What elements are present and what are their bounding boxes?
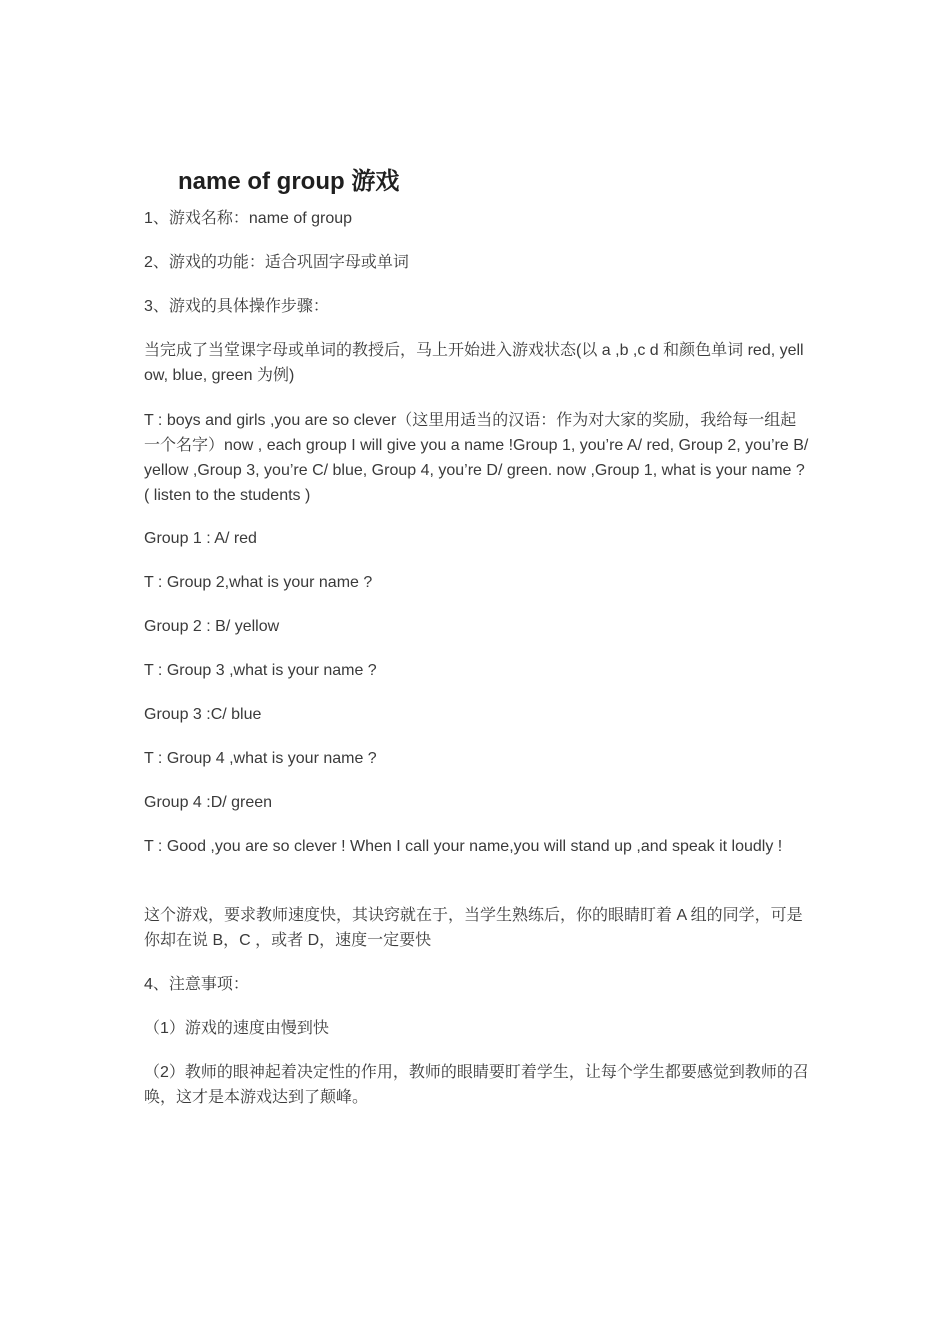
paragraph-notes-heading: 4、注意事项： bbox=[144, 976, 249, 993]
paragraph-game-name: 1、游戏名称：name of group bbox=[144, 210, 353, 227]
paragraph-game-function: 2、游戏的功能：适合巩固字母或单词 bbox=[144, 254, 409, 271]
paragraph-ask-group4: T : Group 4 ,what is your name ? bbox=[144, 750, 377, 767]
paragraph-teacher-dialogue: T : boys and girls ,you are so clever（这里用适当的汉语：作为对大家的奖励，我给每一组起一个名字）now , each group I will give you a name !Group 1, you’re A/ red, Group 2, you’re B/ yellow ,Group 3, you’re C/ blue, Group 4, you’re D/ green. now ,Group 1, what is your name ? ( listen to the students ) bbox=[144, 412, 809, 504]
paragraph-ask-group3: T : Group 3 ,what is your name ? bbox=[144, 662, 377, 679]
paragraph-intro: 当完成了当堂课字母或单词的教授后，马上开始进入游戏状态(以 a ,b ,c d 和颜色单词 red, yellow, blue, green 为例) bbox=[144, 342, 804, 384]
paragraph-game-tip: 这个游戏，要求教师速度快，其诀窍就在于，当学生熟练后，你的眼睛盯着 A 组的同学，可是你却在说 B，C ，或者 D，速度一定要快 bbox=[144, 907, 803, 949]
paragraph-note-1: （1）游戏的速度由慢到快 bbox=[144, 1020, 329, 1037]
paragraph-note-2: （2）教师的眼神起着决定性的作用，教师的眼睛要盯着学生，让每个学生都要感觉到教师的召唤，这才是本游戏达到了颠峰。 bbox=[144, 1064, 809, 1106]
paragraph-steps-heading: 3、游戏的具体操作步骤： bbox=[144, 298, 329, 315]
paragraph-group1-answer: Group 1 : A/ red bbox=[144, 530, 257, 547]
paragraph-group2-answer: Group 2 : B/ yellow bbox=[144, 618, 280, 635]
document-title: name of group 游戏 bbox=[178, 168, 400, 195]
paragraph-teacher-instruction: T : Good ,you are so clever ! When I call your name,you will stand up ,and speak it loudly ! bbox=[144, 838, 783, 855]
paragraph-ask-group2: T : Group 2,what is your name ? bbox=[144, 574, 373, 591]
paragraph-group3-answer: Group 3 :C/ blue bbox=[144, 706, 262, 723]
paragraph-group4-answer: Group 4 :D/ green bbox=[144, 794, 273, 811]
